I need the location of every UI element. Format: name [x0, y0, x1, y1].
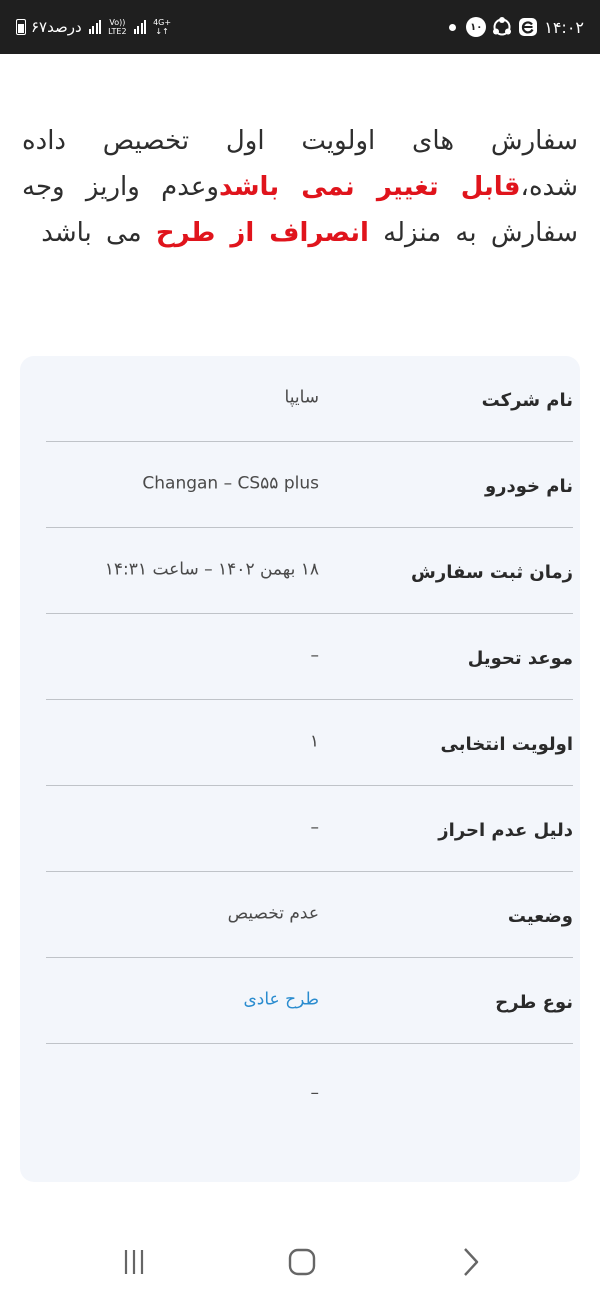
detail-value: سایپا [284, 386, 319, 407]
detail-value: Changan – CS۵۵ plus [142, 472, 319, 493]
detail-label: وضعیت [507, 905, 573, 927]
network-indicator: 4G+ ↓↑ [153, 18, 172, 36]
e-app-icon [518, 17, 538, 37]
detail-row-priority [46, 700, 573, 786]
detail-label: زمان ثبت سفارش [411, 561, 573, 583]
detail-label: دلیل عدم احراز [438, 819, 573, 841]
detail-row-extra [46, 1044, 573, 1134]
back-button[interactable] [440, 1240, 500, 1284]
detail-row-rejection-reason [46, 786, 573, 872]
detail-row-status [46, 872, 573, 958]
home-button[interactable] [272, 1240, 332, 1284]
detail-label: موعد تحویل [467, 647, 573, 669]
detail-row-car-name [46, 442, 573, 528]
battery-text: ۶۷درصد [31, 18, 82, 36]
battery [16, 18, 82, 36]
battery-icon [16, 19, 26, 35]
lte-label: LTE2 [108, 27, 127, 36]
back-icon [455, 1247, 485, 1277]
signal-bars-2-icon [134, 20, 147, 34]
status-left-group [16, 16, 171, 38]
detail-label: نام خودرو [484, 475, 573, 497]
notice-text-1: سفارش های اولویت اول تخصیص داده شده، [22, 126, 578, 202]
notice-text-3: می باشد [41, 218, 156, 248]
detail-value: – [310, 816, 319, 837]
detail-row-order-time [46, 528, 573, 614]
recent-apps-button[interactable] [104, 1240, 164, 1284]
plan-type-link[interactable]: طرح عادی [243, 988, 319, 1009]
detail-row-company [46, 356, 573, 442]
detail-value: – [310, 644, 319, 665]
status-right-group [449, 16, 584, 38]
home-icon [287, 1247, 317, 1277]
detail-value: – [310, 1083, 319, 1103]
detail-row-delivery-date [46, 614, 573, 700]
network-type: 4G+ [153, 18, 172, 27]
detail-value: ۱۸ بهمن ۱۴۰۲ – ساعت ۱۴:۳۱ [104, 558, 319, 579]
dot-icon [449, 24, 456, 31]
detail-value: عدم تخصیص [227, 902, 319, 923]
detail-row-plan-type [46, 958, 573, 1044]
detail-label: اولویت انتخابی [440, 733, 573, 755]
status-bar [0, 0, 600, 54]
notice-text-2: وعدم واریز وجه سفارش به منزله [22, 172, 578, 248]
notification-badge: ۱۰ [466, 17, 486, 37]
detail-label: نام شرکت [481, 389, 573, 411]
signal-bars-icon [89, 20, 102, 34]
order-details-card [20, 356, 580, 1182]
volte-label: Vo)) [109, 18, 126, 27]
detail-value: ۱ [309, 730, 319, 751]
volte-indicator [108, 18, 126, 36]
notice-highlight-unchangeable: قابل تغییر نمی باشد [218, 172, 521, 202]
priority-notice [22, 118, 578, 256]
share-icon [492, 17, 512, 37]
clock: ۱۴:۰۲ [544, 17, 584, 37]
recent-apps-icon [119, 1247, 149, 1277]
notice-highlight-withdrawal: انصراف از طرح [155, 218, 369, 248]
detail-label: نوع طرح [495, 991, 573, 1013]
system-nav-bar [0, 1226, 600, 1301]
details-list [46, 356, 573, 1134]
